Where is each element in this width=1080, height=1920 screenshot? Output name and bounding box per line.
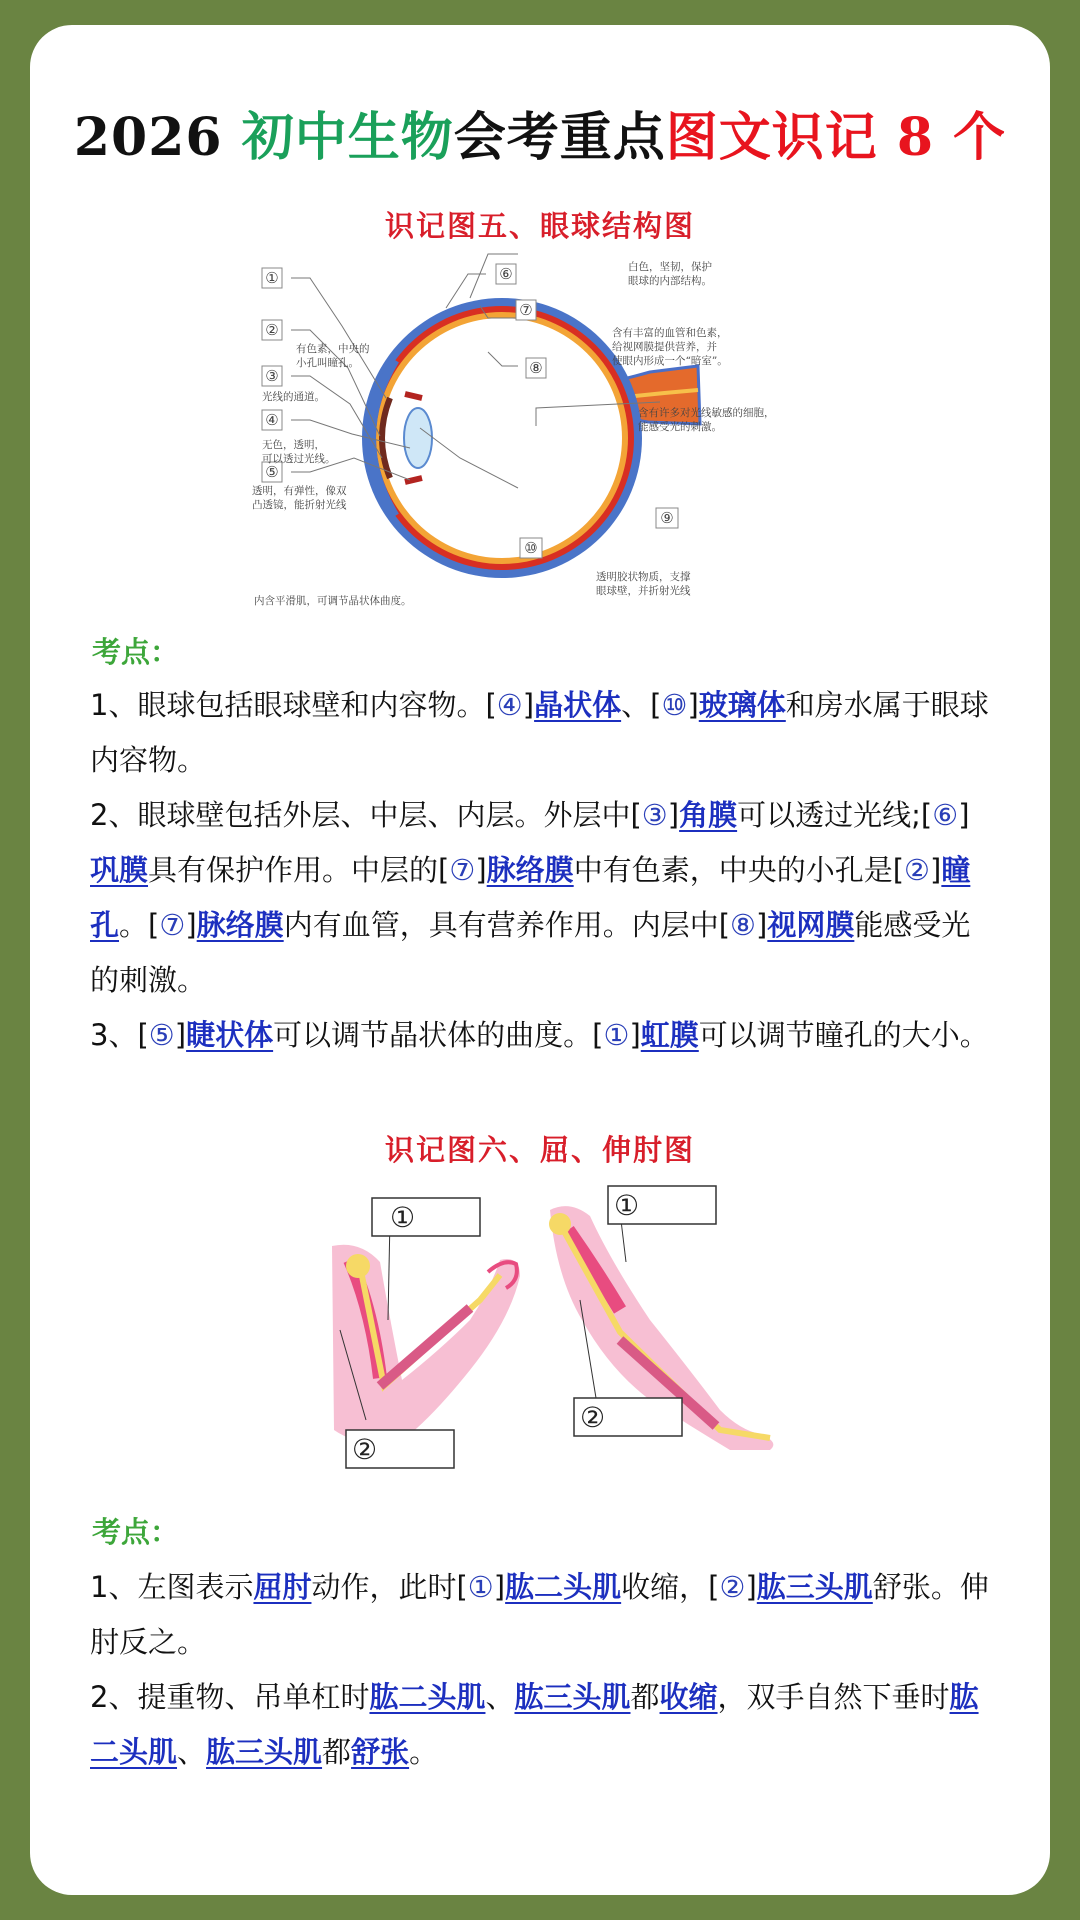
ref-num: ⑦ — [449, 853, 476, 887]
text: 舒张。伸肘反之。 — [90, 1570, 989, 1659]
text: ] — [174, 1018, 187, 1052]
ref-num: ⑩ — [661, 688, 688, 722]
text: 都 — [322, 1735, 352, 1769]
text: ] — [475, 853, 487, 887]
label-right-2: ② — [580, 1401, 606, 1434]
elbow-diagram — [320, 1180, 790, 1480]
label-7: ⑦ — [519, 301, 533, 319]
label-9: ⑨ — [660, 509, 674, 527]
label-5: ⑤ — [265, 463, 279, 481]
text: ] — [667, 798, 680, 832]
shoulder-joint-left — [346, 1254, 370, 1278]
text: 可以调节晶状体的曲度。[ — [273, 1018, 604, 1052]
label-2: ② — [265, 321, 279, 339]
label-3: ③ — [265, 367, 279, 385]
text: 中有色素，中央的小孔是[ — [573, 853, 905, 887]
lens — [404, 408, 432, 468]
text: ] — [745, 1570, 757, 1604]
text: ] — [687, 688, 699, 722]
text: 内有血管，具有营养作用。内层中[ — [283, 908, 731, 942]
note-2: 光线的通道。 — [262, 391, 325, 403]
text: 1、眼球包括眼球壁和内容物。[ — [90, 688, 497, 722]
text: 可以调节瞳孔的大小。 — [698, 1018, 989, 1052]
note-1a: 有色素，中央的 — [296, 343, 370, 355]
elbow-point-1 — [90, 1560, 996, 1670]
text: ] — [493, 1570, 506, 1604]
key-term: 肱二头肌 — [369, 1680, 486, 1714]
key-term: 肱三头肌 — [756, 1570, 873, 1604]
label-left-1: ① — [390, 1201, 416, 1234]
ref-num: ③ — [641, 798, 668, 832]
key-term: 晶状体 — [534, 688, 622, 722]
text: 、[ — [621, 688, 662, 722]
ref-num: ⑦ — [159, 908, 186, 942]
flexed-arm — [332, 1198, 520, 1468]
text: 动作，此时[ — [311, 1570, 468, 1604]
ref-num: ① — [467, 1570, 494, 1604]
label-box-left-1 — [372, 1198, 480, 1236]
key-term: 肱二头肌 — [90, 1680, 979, 1769]
text: ] — [522, 688, 535, 722]
label-6: ⑥ — [499, 265, 513, 283]
note-4b: 凸透镜，能折射光线 — [252, 499, 347, 511]
note-6b: 眼球的内部结构。 — [628, 275, 712, 287]
note-5: 内含平滑肌，可调节晶状体曲度。 — [254, 595, 412, 607]
note-3b: 可以透过光线。 — [262, 453, 336, 465]
eye-point-1 — [90, 678, 996, 788]
key-term: 肱三头肌 — [514, 1680, 631, 1714]
kaodian-label-2: 考点： — [92, 1515, 180, 1549]
ref-num: ⑥ — [932, 798, 959, 832]
note-7b: 给视网膜提供营养，并 — [612, 341, 717, 353]
note-8a: 含有许多对光线敏感的细胞， — [638, 407, 775, 419]
title-middle: 会考重点 — [453, 107, 666, 168]
note-8b: 能感受光的刺激。 — [638, 421, 722, 433]
title-year: 2026 — [73, 107, 242, 168]
text: ] — [629, 1018, 641, 1052]
note-1b: 小孔叫瞳孔。 — [296, 357, 359, 369]
key-term: 角膜 — [679, 798, 738, 832]
section5-title: 识记图五、眼球结构图 — [384, 209, 695, 243]
text: 可以透过光线;[ — [737, 798, 933, 832]
shoulder-joint-right — [549, 1213, 571, 1235]
key-term: 虹膜 — [640, 1018, 699, 1052]
elbow-point-2 — [90, 1670, 996, 1780]
ref-num: ⑧ — [730, 908, 757, 942]
note-7c: 使眼内形成一个“暗室”。 — [612, 355, 728, 367]
eye-point-2 — [90, 788, 996, 1008]
label-right-1: ① — [614, 1189, 640, 1222]
section6-title: 识记图六、屈、伸肘图 — [384, 1133, 695, 1167]
key-term: 瞳孔 — [90, 853, 971, 942]
page-title — [0, 95, 1080, 170]
label-1: ① — [265, 269, 279, 287]
text: 具有保护作用。中层的[ — [148, 853, 450, 887]
label-10: ⑩ — [524, 539, 538, 557]
text: ] — [185, 908, 197, 942]
ref-num: ② — [904, 853, 931, 887]
key-term: 视网膜 — [767, 908, 855, 942]
ref-num: ② — [719, 1570, 746, 1604]
key-term: 肱三头肌 — [206, 1735, 323, 1769]
text: ] — [958, 798, 970, 832]
title-end: 图文识记 8 个 — [665, 107, 1007, 168]
text: 。 — [409, 1735, 439, 1769]
note-7a: 含有丰富的血管和色素， — [612, 327, 728, 339]
key-term: 脉络膜 — [196, 908, 284, 942]
ref-num: ① — [603, 1018, 630, 1052]
text: 。[ — [119, 908, 160, 942]
key-term: 屈肘 — [253, 1570, 312, 1604]
text: 能感受光的刺激。 — [90, 908, 971, 997]
note-6a: 白色，坚韧，保护 — [628, 261, 712, 273]
key-term: 巩膜 — [90, 853, 149, 887]
key-term: 脉络膜 — [486, 853, 574, 887]
key-term: 睫状体 — [186, 1018, 274, 1052]
extended-arm — [549, 1186, 773, 1450]
eye-point-3 — [90, 1008, 996, 1063]
kaodian-label-1: 考点： — [92, 635, 180, 669]
note-3a: 无色，透明， — [262, 439, 325, 451]
label-8: ⑧ — [529, 359, 543, 377]
text: 3、[ — [90, 1018, 149, 1052]
note-10b: 眼球壁，并折射光线 — [596, 585, 691, 597]
key-term: 收缩 — [659, 1680, 718, 1714]
text: 2、眼球壁包括外层、中层、内层。外层中[ — [90, 798, 642, 832]
text: 、 — [485, 1680, 515, 1714]
key-term: 肱二头肌 — [505, 1570, 622, 1604]
key-term: 玻璃体 — [698, 688, 786, 722]
text: 收缩，[ — [621, 1570, 720, 1604]
key-term: 舒张 — [351, 1735, 410, 1769]
text: 2、提重物、吊单杠时 — [90, 1680, 370, 1714]
text: 和房水属于眼球内容物。 — [90, 688, 989, 777]
text: 1、左图表示 — [90, 1570, 254, 1604]
text: 、 — [177, 1735, 207, 1769]
label-4: ④ — [265, 411, 279, 429]
ref-num: ④ — [496, 688, 523, 722]
text: 都 — [630, 1680, 660, 1714]
ref-num: ⑤ — [148, 1018, 175, 1052]
text: ] — [756, 908, 768, 942]
note-4a: 透明，有弹性，像双 — [252, 485, 347, 497]
text: ，双手自然下垂时 — [717, 1680, 950, 1714]
title-subject: 初中生物 — [241, 107, 454, 168]
note-10a: 透明胶状物质，支撑 — [596, 571, 691, 583]
eye-diagram — [252, 248, 830, 618]
text: ] — [930, 853, 942, 887]
label-left-2: ② — [352, 1433, 378, 1466]
